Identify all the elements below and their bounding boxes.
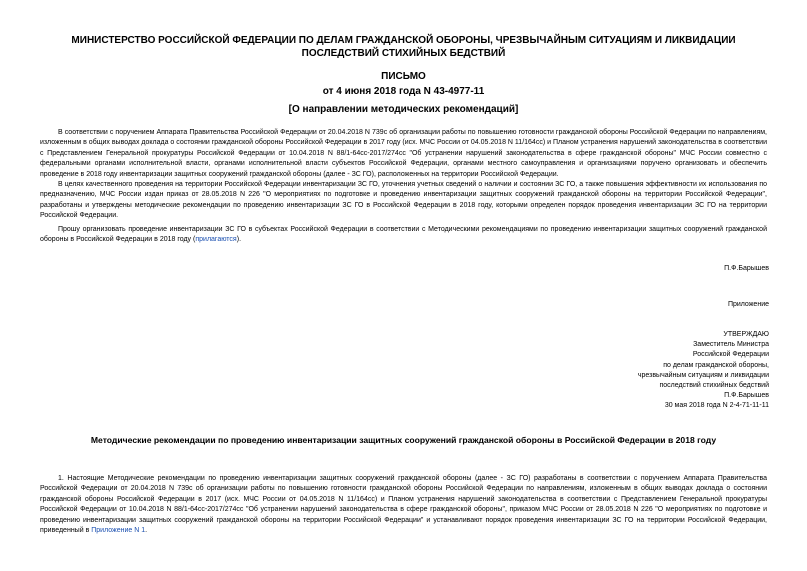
approval-line: чрезвычайным ситуациям и ликвидации xyxy=(637,371,769,379)
appendix-1-link[interactable]: Приложение N 1 xyxy=(91,527,146,535)
attachment-link[interactable]: прилагаются xyxy=(195,236,237,244)
letter-paragraph-3-end: ). xyxy=(236,236,242,244)
approval-line: по делам гражданской обороны, xyxy=(663,361,769,369)
letter-paragraph-1: В соответствии с поручением Аппарата Правительства Российской Федерации от 20.04.2018 N 739с об организации работы по повышению готовности гражданской обороны Российской Федерации по направлениям, изложенным в общих выводах доклада о состоянии гражданской обороны Российской Федерации в 2017 году (исх. МЧС России от 04.05.2018 N 11/164сс) и Планом устранения нарушений законодательства в соответствии с Представлением Генеральной прокуратуры Российской Федерации от 10.04.2018 N 88/1-64сс-2017/274сс "Об устранении нарушений законодательства в сфере гражданской обороны" МЧС России совместно с федеральными органами исполнительной власти, органами исполнительной власти субъектов Российской Федерации, органами местного самоуправления и организациями поручено организовать и обеспечить проведение в 2018 году инвентаризации защитных сооружений гражданской обороны (далее - ЗС ГО), расположенных на территории Российской Федерации. xyxy=(40,129,767,178)
document-type: ПИСЬМО xyxy=(381,71,426,82)
approval-line: последствий стихийных бедствий xyxy=(659,382,769,390)
letter-paragraph-2: В целях качественного проведения на территории Российской Федерации инвентаризации ЗС ГО, уточнения учетных сведений о наличии и состоянии ЗС ГО, а также повышения эффективности их использования по предназначению, МЧС России издан приказ от 28.05.2018 N 226 "О мероприятиях по подготовке и проведению инвентаризации защитных сооружений гражданской обороны на территории Российской Федерации", разработаны и утверждены методические рекомендации по проведению инвентаризации ЗС ГО в Российской Федерации в 2018 году, которыми определен порядок проведения инвентаризации ЗС ГО на территории Российской Федерации. xyxy=(40,181,767,220)
document-date-number: от 4 июня 2018 года N 43-4977-11 xyxy=(322,86,485,97)
approval-line: Российской Федерации xyxy=(692,351,769,359)
approval-block xyxy=(638,330,769,412)
annex-label: Приложение xyxy=(727,301,769,308)
approval-line: П.Ф.Барышев xyxy=(724,392,769,400)
approval-line: 30 мая 2018 года N 2-4-71-11-11 xyxy=(664,402,769,410)
approval-line: Заместитель Министра xyxy=(693,341,769,349)
recommendations-paragraph-1-text: 1. Настоящие Методические рекомендации по проведению инвентаризации защитных сооружений гражданской обороны (далее - ЗС ГО) разработаны в соответствии с поручением Аппарата Правительства Российской Федерации от 20.04.2018 N 739с об организации работы по повышению готовности гражданской обороны Российской Федерации по направлениям, изложенным в общих выводах доклада о состоянии гражданской обороны Российской Федерации в 2017 (исх. МЧС России от 04.05.2018 N 11/164сс) и Планом устранения нарушений законодательства в соответствии с Представлением Генеральной прокуратуры Российской Федерации от 10.04.2018 N 88/1-64сс-2017/274сс "Об устранении нарушений законодательства в сфере гражданской обороны", приказом МЧС России от 28.05.2018 N 226 "О мероприятиях по подготовке и проведению инвентаризации защитных сооружений гражданской обороны на территории Российской Федерации" и устанавливают порядок проведения инвентаризации ЗС ГО на территории Российской Федерации, приведенный в xyxy=(40,475,767,535)
recommendations-paragraph-1-end: . xyxy=(145,527,148,535)
letter-paragraph-3 xyxy=(40,225,767,246)
ministry-heading: МИНИСТЕРСТВО РОССИЙСКОЙ ФЕДЕРАЦИИ ПО ДЕЛАМ ГРАЖДАНСКОЙ ОБОРОНЫ, ЧРЕЗВЫЧАЙНЫМ СИТУАЦИЯМ И ЛИКВИДАЦИИ ПОСЛЕДСТВИЙ СТИХИЙНЫХ БЕДСТВИЙ xyxy=(71,35,736,59)
document-subject: [О направлении методических рекомендаций] xyxy=(288,104,519,115)
recommendations-paragraph-1 xyxy=(40,474,767,536)
recommendations-title: Методические рекомендации по проведению инвентаризации защитных сооружений гражданской обороны в Российской Федерации в 2018 году xyxy=(90,435,717,445)
signer-name: П.Ф.Барышев xyxy=(724,265,769,272)
letter-paragraph-3-text: Прошу организовать проведение инвентаризации ЗС ГО в субъектах Российской Федерации в соответствии с Методическими рекомендациями по проведению инвентаризации защитных сооружений гражданской обороны в Российской Федерации в 2018 году ( xyxy=(40,226,767,244)
approval-line: УТВЕРЖДАЮ xyxy=(723,331,769,338)
